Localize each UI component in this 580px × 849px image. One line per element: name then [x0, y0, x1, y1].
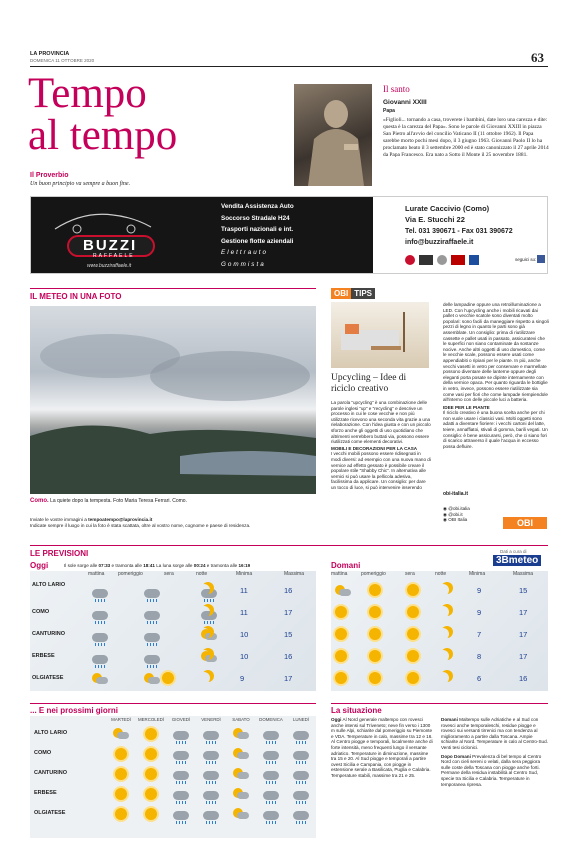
photo-caption [30, 498, 187, 504]
sun-icon [407, 584, 419, 596]
obi-tips-header [331, 288, 375, 299]
rain-icon [196, 727, 226, 745]
sun-icon [106, 767, 136, 785]
facebook-handle[interactable] [443, 517, 503, 523]
tips-col2 [443, 302, 549, 449]
temp-min: 6 [477, 674, 482, 683]
saint-role: Papa [383, 108, 395, 114]
moon-icon [198, 584, 210, 596]
temp-min: 9 [477, 608, 482, 617]
saint-statue-icon [294, 84, 372, 186]
sun-icon [106, 747, 136, 765]
rain-icon [286, 807, 316, 825]
sun-icon [136, 807, 166, 825]
sun-icon [335, 672, 347, 684]
rain-icon [92, 589, 108, 598]
rain-icon [166, 767, 196, 785]
situation-lead: Domani [441, 717, 458, 722]
sun-icon [136, 727, 166, 745]
icon-row [106, 746, 316, 766]
situation-text: Prevalenza di bel tempo al Centro Nord con cieli sereni o velati, dalla sera peggiora sulle coste della Toscana con piogge anche forti. Permane della residua instabilità al Centro Sud, specie tra Sicilia e Calabria. Temperature in temporanea ripresa. [441, 753, 542, 787]
city-name: ERBESE [32, 653, 55, 659]
sun-icon [407, 650, 419, 662]
temp-max: 16 [284, 586, 293, 595]
social-label: @obi.it [448, 511, 463, 517]
partly-cloudy-icon [226, 787, 256, 805]
page-number: 63 [531, 50, 544, 65]
invite-note: Indicate sempre il luogo in cui la foto è stata scattata, oltre al vostro nome, cognome e paese di residenza. [30, 523, 251, 528]
partly-cloudy-icon [226, 767, 256, 785]
icon-row [106, 726, 316, 746]
instagram-icon: ◉ [443, 506, 449, 511]
situation-lead: Oggi [331, 717, 342, 722]
temp-min: 11 [240, 586, 248, 595]
obi-brand: OBI [331, 288, 351, 299]
obi-logo: OBI [503, 517, 547, 529]
forecast-title: LE PREVISIONI [30, 549, 89, 558]
astro-info [64, 563, 250, 568]
ad-address-1: Lurate Caccivio (Como) [405, 204, 490, 213]
next-days-title: ... E nei prossimi giorni [30, 706, 119, 715]
forecast-rule [30, 545, 548, 546]
temp-min: 11 [240, 608, 248, 617]
icon-row [106, 806, 316, 826]
photo-section-rule [30, 288, 316, 289]
rain-icon [92, 611, 108, 620]
proverb-label: Il Proverbio [30, 172, 69, 179]
forecast-credit: Dati a cura di [500, 549, 527, 554]
temp-max: 17 [519, 608, 528, 617]
tips-intro: La parola “upcycling” è una combinazione delle parole inglesi “up” e “recycling” e descrive un processo in cui le cose vecchie e non più utilizzate ricevono una seconda vita grazie a una rielaborazione. Con l'idea giusta e con un piccolo sforzo anche gli oggetti di uso quotidiano che altrimenti verrebbero buttati via, possono essere riutilizzati come elementi decorativi. [331, 400, 431, 445]
temp-max: 17 [284, 674, 293, 683]
ad-brand-sub: RAFFAELE [93, 253, 135, 259]
rain-icon [144, 589, 160, 598]
sun-icon [106, 787, 136, 805]
sun-icon [369, 606, 381, 618]
tips-tag: TIPS [351, 288, 375, 299]
rain-icon [144, 611, 160, 620]
moonset-time: 16:19 [238, 563, 251, 568]
city-name: CANTURINO [34, 770, 67, 776]
car-brand-icon [405, 255, 415, 265]
service-item: Elettrauto [221, 249, 268, 256]
situation-title: La situazione [331, 706, 382, 715]
col-notte: notte [196, 571, 208, 577]
landscape-icon [30, 306, 316, 494]
tomorrow-row [331, 624, 548, 646]
partly-cloudy-icon [335, 585, 351, 597]
rain-icon [144, 655, 160, 664]
temp-min: 9 [240, 674, 245, 683]
tips-photo [331, 302, 429, 368]
rain-icon [286, 767, 316, 785]
temp-min: 7 [477, 630, 482, 639]
next-days-rule [30, 703, 316, 704]
tips-col1 [331, 400, 431, 491]
rain-icon [166, 787, 196, 805]
rain-icon [166, 727, 196, 745]
rain-icon [256, 807, 286, 825]
tips-title: Upcycling – Idee di riciclo creativo [331, 373, 407, 394]
col-pomeriggio: pomeriggio [118, 571, 143, 577]
tips-body2: delle lampadine oppure una retroilluminazione a LED. Con l'upcycling anche i mobili ricavati dai pallet o vecchie scatole sono diventati molto popolari: sono facili da maneggiare rispetto a singoli pezzi di legno in quanto le parti sono già assemblate. Un consiglio: prima di riutilizzare cassette e pallet usati in passato, assicuratevi che le superfici non siano contaminate da sostanze nocive. Anche altri oggetti di uso domestico, come le vecchie scale, possono essere usati come appendiabiti o ripiani per le piante. In più, anche vecchi vasetti in vetro per conservare e marmellate possono diventare delle lanterne oppure degli eleganti porta posate se dipinte internamente con della vernice opaca. Per quanto riguarda le bottiglie in vetro, invece, possono essere riutilizzate sia come vasi per fiori che come lampade riempiendole all'interno con delle piccole luci a batteria. [443, 302, 549, 403]
car-brand-icon [437, 255, 447, 265]
rain-icon [196, 787, 226, 805]
day-header: LUNEDÌ [292, 717, 310, 722]
city-name: CANTURINO [32, 631, 65, 637]
today-row [30, 624, 316, 646]
next-days-icons [106, 726, 316, 826]
car-brand-icon [469, 255, 479, 265]
moon-icon [437, 672, 449, 684]
tips-site[interactable]: obi-italia.it [443, 491, 468, 497]
sun-icon [335, 606, 347, 618]
col-massima: Massima [513, 571, 534, 577]
city-name: ALTO LARIO [34, 730, 68, 736]
icon-row [106, 786, 316, 806]
ad-site: www.buzziraffaele.it [87, 263, 132, 269]
service-item: Vendita Assistenza Auto [221, 203, 294, 210]
temp-max: 15 [519, 586, 528, 595]
temp-max: 16 [284, 652, 293, 661]
tips-sub2: IDEE PER LE PIANTE [443, 404, 490, 410]
col-massima: Massima [284, 571, 305, 577]
moon-icon [198, 606, 210, 618]
temp-min: 8 [477, 652, 482, 661]
meteo-logo: 3Bmeteo [493, 555, 541, 566]
photo-invite [30, 517, 316, 529]
sun-icon [369, 650, 381, 662]
partly-cloudy-icon [226, 727, 256, 745]
car-brand-icon [419, 255, 433, 265]
sunrise-time: 07:33 [98, 563, 111, 568]
rain-icon [256, 747, 286, 765]
city-name: COMO [34, 750, 52, 756]
city-name: ERBESE [34, 790, 57, 796]
today-row [30, 602, 316, 624]
saint-photo [294, 84, 372, 186]
saint-label: Il santo [383, 84, 410, 94]
temp-max: 17 [519, 652, 528, 661]
rain-icon [286, 727, 316, 745]
rain-icon [166, 747, 196, 765]
temp-max: 17 [284, 608, 293, 617]
col-notte: notte [435, 571, 447, 577]
tips-body3: Il riciclo creativo è una buona scelta anche per chi non vuole usare i classici vasi. Molti oggetti sono adatti a diventare fioriere: i vecchi cartoni del latte, teiere, annaffiatoi, stivali di gomma, barili vegati. Un consiglio: è bene assicurarsi, però, che ci siano fori di scarico attraverso il quale l'acqua in eccesso possa defluire. [443, 410, 548, 449]
ad-banner[interactable] [30, 196, 548, 274]
ad-services [221, 201, 294, 270]
ad-follow: seguici su: [515, 257, 537, 262]
partly-cloudy-icon [92, 673, 108, 685]
rain-icon [196, 747, 226, 765]
sun-icon [407, 606, 419, 618]
header-rule [30, 66, 548, 67]
col-mattina: mattina [88, 571, 105, 577]
rain-icon [196, 807, 226, 825]
moon-icon [437, 606, 449, 618]
rain-icon [256, 727, 286, 745]
day-header: VENERDÌ [201, 717, 221, 722]
tips-social [443, 506, 503, 523]
facebook-icon[interactable] [537, 255, 545, 263]
tomorrow-label: Domani [331, 561, 361, 570]
invite-email[interactable]: tempoatempo@laprovincia.it [88, 517, 153, 522]
invite-text: Inviate le vostre immagini a [30, 517, 87, 522]
sun-icon [136, 767, 166, 785]
tomorrow-row [331, 602, 548, 624]
day-header: MARTEDÌ [111, 717, 131, 722]
moon-icon [437, 628, 449, 640]
date: DOMENICA 11 OTTOBRE 2020 [30, 58, 95, 63]
partly-cloudy-icon [226, 747, 256, 765]
caption-place: Como. [30, 498, 49, 504]
saint-name: Giovanni XXIII [383, 99, 427, 106]
tomorrow-row [331, 580, 548, 602]
service-item: Soccorso Stradale H24 [221, 214, 290, 222]
today-row [30, 668, 316, 690]
proverb-text: Un buon principio va sempre a buon fine. [30, 181, 131, 187]
sun-icon [407, 672, 419, 684]
car-outline-icon [53, 205, 153, 235]
partly-cloudy-icon [144, 673, 160, 685]
partly-cloudy-icon [106, 727, 136, 745]
sun-icon [407, 628, 419, 640]
temp-max: 15 [284, 630, 293, 639]
city-name: COMO [32, 609, 50, 615]
day-header: SABATO [232, 717, 250, 722]
facebook-label: OBI Italia [448, 517, 468, 523]
service-item: Gommista [221, 260, 266, 268]
rain-icon [196, 767, 226, 785]
today-row [30, 646, 316, 668]
temp-max: 17 [519, 630, 528, 639]
sunrise-label: Il sole sorge alle [64, 563, 98, 568]
day-header: GIOVEDÌ [171, 717, 191, 722]
furniture-icon [331, 302, 429, 368]
tips-sub1: MOBILI E DECORAZIONI PER LA CASA [331, 445, 418, 451]
day-header: DOMENICA [259, 717, 283, 722]
temp-max: 16 [519, 674, 528, 683]
day-headers [106, 717, 316, 722]
ad-dark-panel [31, 197, 373, 273]
sun-icon [136, 787, 166, 805]
rain-icon [256, 767, 286, 785]
instagram-label: @obi.italia [448, 506, 470, 511]
service-item: Trasporti nazionali e int. [221, 226, 294, 233]
page-title [28, 70, 178, 159]
ad-brand: BUZZI [83, 237, 138, 254]
service-item: Gestione flotte aziendali [221, 237, 294, 245]
temp-min: 10 [240, 652, 249, 661]
sun-icon [369, 672, 381, 684]
moon-icon [198, 628, 210, 640]
sun-icon [162, 672, 174, 684]
sunset-label: e tramonta alle [111, 563, 142, 568]
rain-icon [92, 655, 108, 664]
sun-icon [335, 628, 347, 640]
newspaper-name: LA PROVINCIA [30, 51, 70, 57]
city-name: OLGIATESE [34, 810, 66, 816]
situation-lead: Dopo Domani [441, 753, 471, 759]
moon-icon [437, 650, 449, 662]
city-name: ALTO LARIO [32, 582, 66, 588]
caption-text: La quiete dopo la tempesta. Foto Maria Teresa Ferrari. Como. [50, 498, 187, 504]
sun-icon [335, 650, 347, 662]
title-line-1: Tempo [28, 70, 147, 117]
tomorrow-row [331, 668, 548, 690]
sunset-time: 18:41 [143, 563, 155, 568]
sun-icon [106, 807, 136, 825]
pinterest-icon: ◉ [443, 511, 449, 517]
col-pomeriggio: pomeriggio [361, 571, 386, 577]
moon-icon [198, 650, 210, 662]
photo-section-title: IL METEO IN UNA FOTO [30, 292, 122, 301]
title-line-2: al tempo [28, 112, 178, 159]
rain-icon [166, 807, 196, 825]
day-header: MERCOLEDÌ [137, 717, 165, 722]
moon-icon [437, 584, 449, 596]
icon-row [106, 766, 316, 786]
col-minima: Minima [469, 571, 486, 577]
city-name: OLGIATESE [32, 675, 64, 681]
situation-col2 [441, 717, 548, 787]
facebook-icon: ◉ [443, 517, 449, 523]
sun-icon [369, 628, 381, 640]
col-minima: Minima [236, 571, 253, 577]
col-sera: sera [164, 571, 174, 577]
ad-email[interactable]: info@buzziraffaele.it [405, 239, 474, 246]
col-mattina: mattina [331, 571, 348, 577]
situation-rule [331, 703, 548, 704]
rain-icon [286, 787, 316, 805]
tips-body1: I vecchi mobili possono essere ridisegnati in modi diversi: ad esempio con una nuova mano di vernice ad effetto gessato è possibile creare il popolare stile “Shabby Chic”. In alternativa alle vernici si può usare la pellicola adesiva, facilissima da applicare. Un consiglio: per dare un tocco di luce, si può intervenire inserendo [331, 451, 431, 490]
rain-icon [92, 633, 108, 642]
rain-icon [256, 787, 286, 805]
ad-phone: Tel. 031 390671 - Fax 031 390672 [405, 228, 513, 235]
today-label: Oggi [30, 561, 49, 570]
car-brand-icon [451, 255, 465, 265]
situation-text: Maltempo sulle Adriatiche e al Sud con rovesci anche temporaleschi, residue piogge e rovesci sui versanti tirrenici ma con tendenza al miglioramento a partire dalla Toscana. Ampie schiarite al Nord. Temperature in calo al Centro-Sud. Venti tesi ciclonici. [441, 717, 548, 750]
saint-text: «Figlioli... tornando a casa, troverete i bambini, date loro una carezza e dite: questa è la carezza del Papa». Sono le parole di Giovanni XXIII in piazza San Pietro all'avvio del concilio Vaticano II (11 ottobre 1962). Il Papa sarebbe morto pochi mesi dopo, il 3 giugno 1963. Giovanni Paolo II lo ha proclamato beato il 3 settembre 2000 ed è stato canonizzato il 27 aprile 2014 da Papa Francesco. Era nato a Sotto il Monte il 25 novembre 1881. [383, 117, 549, 158]
situation-text: Al Nord generale maltempo con rovesci anche intensi sul Triveneto; neve fin verso i 1300 m sulle Alpi, schiarite dal pomeriggio su Piemonte e VDA. Temperature in calo, massime tra 12 e 16. Al Centro piogge e temporali, localmente anche di forte intensità, meno frequenti lungo il versante adriatico. Temperature in diminuzione, massime tra 15 e 20. Al Sud piogge e temporali a partire ovest Sicilia e Campania, con piogge in estensione serale a Basilicata, Puglia e Calabria. Temperature stabili, massime tra 21 e 25. [331, 717, 433, 778]
temp-min: 10 [240, 630, 249, 639]
col-sera: sera [405, 571, 415, 577]
tomorrow-row [331, 646, 548, 668]
next-days-table [30, 716, 316, 838]
moonset-label: e tramonta alle [206, 563, 238, 568]
rain-icon [286, 747, 316, 765]
situation-col1 [331, 717, 433, 779]
rain-icon [144, 633, 160, 642]
sun-icon [369, 584, 381, 596]
moon-icon [198, 672, 210, 684]
brand-logos [405, 255, 497, 265]
weather-photo [30, 306, 316, 494]
sun-icon [136, 747, 166, 765]
partly-cloudy-icon [226, 807, 256, 825]
ad-address-2: Via E. Stucchi 22 [405, 215, 465, 224]
moonrise-time: 00:24 [193, 563, 206, 568]
moonrise-label: La luna sorge alle [156, 563, 193, 568]
today-row [30, 580, 316, 602]
temp-min: 9 [477, 586, 482, 595]
